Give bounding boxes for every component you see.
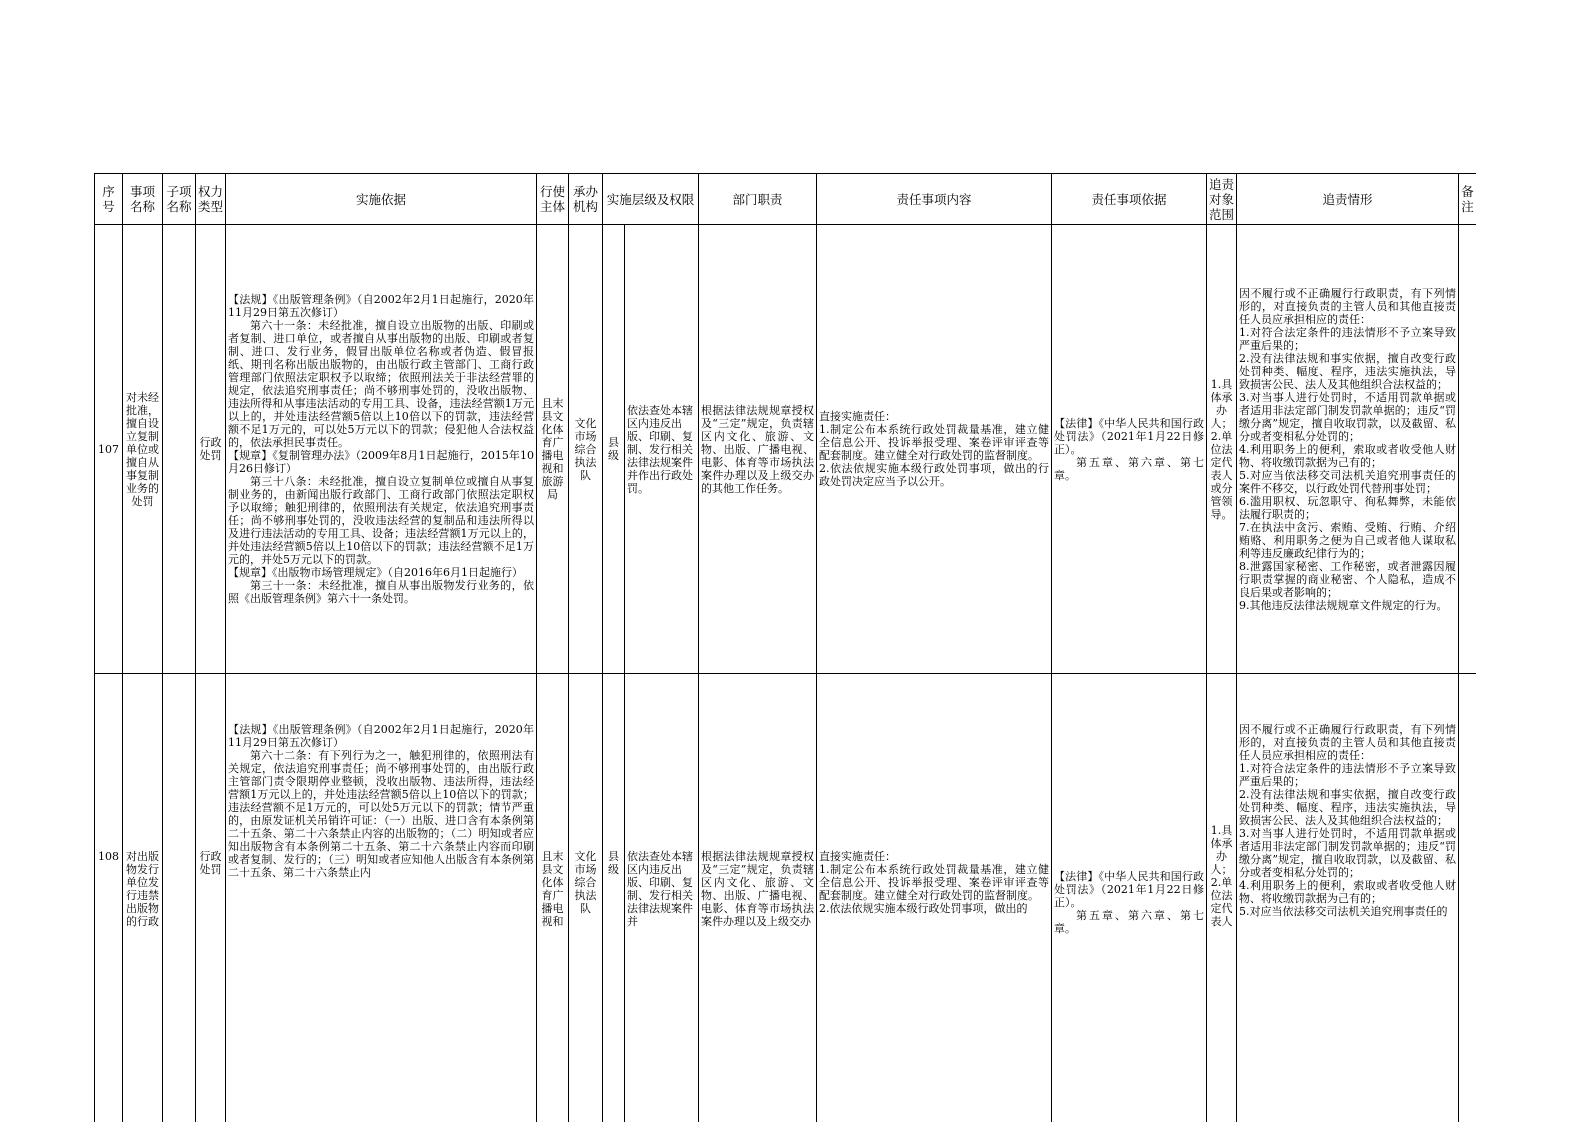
header-level: 实施层级及权限 — [603, 174, 699, 225]
header-power-type: 权力类型 — [196, 174, 226, 225]
acc-line: 6.滥用职权、玩忽职守、徇私舞弊，未能依法履行职责的； — [1239, 494, 1457, 521]
resp-line: 1.制定公布本系统行政处罚裁量基准，建立健全信息公开、投诉举报受理、案卷评审评查等配套制度。建立健全对行政处罚的监督制度。 — [819, 423, 1050, 462]
header-org: 承办机构 — [569, 174, 603, 225]
header-resp-content: 责任事项内容 — [817, 174, 1052, 225]
power-type-text: 行政处罚 — [199, 850, 222, 876]
acc-line: 2.没有法律法规和事实依据，擅自改变行政处罚种类、幅度、程序，违法实施执法，导致损害公民、法人及其他组织合法权益的； — [1239, 351, 1457, 391]
seq-text: 108 — [98, 850, 119, 863]
resp-line: 2.依法依规实施本级行政处罚事项，做出的 — [819, 902, 1028, 915]
acc-line: 3.对当事人进行处罚时，不适用罚款单据或者适用非法定部门制发罚款单据的；违反“罚缴分离”规定，擅自收取罚款，以及截留、私分或者变相私分处罚的； — [1239, 390, 1457, 443]
header-sub-item: 子项名称 — [163, 174, 196, 225]
acc-line: 因不履行或不正确履行行政职责，有下列情形的，对直接负责的主管人员和其他直接责任人员应承担相应的责任： — [1239, 286, 1457, 326]
cell-resp-content — [817, 674, 1052, 1122]
resp-basis-line: 【法律】《中华人民共和国行政处罚法》（2021年1月22日修正）。 — [1054, 416, 1205, 456]
cell-authority — [625, 674, 699, 1122]
cell-org — [569, 674, 603, 1122]
acc-line: 2.没有法律法规和事实依据，擅自改变行政处罚种类、幅度、程序，违法实施执法，导致损害公民、法人及其他组织合法权益的； — [1239, 788, 1457, 827]
cell-authority: 依法查处本辖区内违反出版、印刷、复制、发行相关法律法规案件并作出行政处罚。 — [625, 225, 699, 674]
table-row — [95, 674, 1477, 1122]
acc-line: 7.在执法中贪污、索贿、受贿、行贿、介绍贿赂、利用职务之便为自己或者他人谋取私利等违反廉政纪律行为的； — [1239, 520, 1457, 560]
resp-basis-line: 【法律】《中华人民共和国行政处罚法》（2021年1月22日修正）。 — [1054, 870, 1205, 909]
org-text: 文化市场综合执法队 — [574, 850, 597, 915]
cell-basis — [226, 674, 537, 1122]
basis-paragraph: 【法规】《出版管理条例》（自2002年2月1日起施行，2020年11月29日第五次修订） — [228, 293, 534, 319]
cell-seq: 107 — [95, 225, 123, 674]
cell-acc-scope: 1.具体承办人；2.单位法定代表人或分管领导。 — [1207, 225, 1237, 674]
header-seq: 序号 — [95, 174, 123, 225]
basis-paragraph: 【法规】《出版管理条例》（自2002年2月1日起施行，2020年11月29日第五次修订） — [228, 723, 534, 749]
level-text: 县级 — [608, 850, 619, 876]
cell-remark — [1459, 674, 1476, 1122]
basis-paragraph: 第三十八条：未经批准，擅自设立复制单位或擅自从事复制业务的，由新闻出版行政部门、工商行政部门依照法定职权予以取缔；触犯刑律的，依照刑法有关规定，依法追究刑事责任；尚不够刑事处罚的，没收违法经营的复制品和违法所得以及进行违法活动的专用工具、设备；违法经营额1万元以上的，并处违法经营额5倍以上10倍以下的罚款；违法经营额不足1万元的，并处5万元以下的罚款。 — [228, 475, 534, 566]
resp-line: 2.依法依规实施本级行政处罚事项，做出的行政处罚决定应当予以公开。 — [819, 462, 1050, 488]
resp-basis-line: 第五章、第六章、第七章。 — [1054, 455, 1205, 482]
cell-sub-item — [163, 225, 196, 674]
power-list-table — [94, 173, 1476, 1122]
subject-text: 且末县文化体育广播电视和 — [541, 850, 564, 928]
header-acc-cases: 追责情形 — [1237, 174, 1459, 225]
cell-level — [603, 674, 625, 1122]
header-basis: 实施依据 — [226, 174, 537, 225]
item-name-text: 对出版物发行单位发行违禁出版物的行政 — [126, 850, 159, 928]
acc-line: 5.对应当依法移交司法机关追究刑事责任的 — [1239, 905, 1448, 918]
acc-scope-text: 1.具体承办人；2.单位法定代表人 — [1210, 824, 1233, 928]
duty-text: 根据法律法规规章授权及“三定”规定，负责辖区内文化、旅游、文物、出版、广播电视、电影、体育等市场执法案件办理以及上级交办 — [701, 850, 815, 928]
cell-basis — [226, 225, 537, 674]
cell-duty — [699, 674, 817, 1122]
acc-line: 因不履行或不正确履行行政职责，有下列情形的，对直接负责的主管人员和其他直接责任人员应承担相应的责任： — [1239, 723, 1457, 762]
table-header-row — [95, 174, 1477, 225]
acc-line: 1.对符合法定条件的违法情形不予立案导致严重后果的； — [1239, 325, 1457, 352]
header-acc-scope: 追责对象范围 — [1207, 174, 1237, 225]
duty-text: 根据法律法规规章授权及“三定”规定，负责辖区内文化、旅游、文物、出版、广播电视、电影、体育等市场执法案件办理以及上级交办的其他工作任务。 — [701, 403, 815, 495]
cell-acc-cases — [1237, 225, 1459, 674]
cell-resp-content — [817, 225, 1052, 674]
cell-duty — [699, 225, 817, 674]
authority-text: 依法查处本辖区内违反出版、印刷、复制、发行相关法律法规案件并 — [627, 850, 693, 928]
acc-line: 4.利用职务上的便利，索取或者收受他人财物、将收缴罚款据为己有的； — [1239, 879, 1457, 905]
acc-line: 4.利用职务上的便利，索取或者收受他人财物、将收缴罚款据为己有的； — [1239, 442, 1457, 469]
cell-subject: 且末县文化体育广播电视和旅游局 — [537, 225, 569, 674]
cell-item-name — [123, 674, 163, 1122]
acc-line: 9.其他违反法律法规规章文件规定的行为。 — [1239, 598, 1448, 612]
basis-paragraph: 【规章】《出版物市场管理规定》（自2016年6月1日起施行） — [228, 566, 523, 579]
acc-line: 3.对当事人进行处罚时，不适用罚款单据或者适用非法定部门制发罚款单据的；违反“罚缴分离”规定，擅自收取罚款，以及截留、私分或者变相私分处罚的； — [1239, 827, 1457, 879]
cell-org: 文化市场综合执法队 — [569, 225, 603, 674]
cell-subject — [537, 674, 569, 1122]
cell-acc-cases — [1237, 674, 1459, 1122]
document-page — [94, 173, 1476, 1122]
cell-acc-scope — [1207, 674, 1237, 1122]
header-item-name: 事项名称 — [123, 174, 163, 225]
header-subject: 行使主体 — [537, 174, 569, 225]
cell-remark — [1459, 225, 1476, 674]
basis-paragraph: 第六十二条：有下列行为之一，触犯刑律的，依照刑法有关规定，依法追究刑事责任；尚不够刑事处罚的，由出版行政主管部门责令限期停业整顿，没收出版物、违法所得，违法经营额1万元以上的，并处违法经营额5倍以上10倍以下的罚款；违法经营额不足1万元的，可以处5万元以下的罚款；情节严重的，由原发证机关吊销许可证：（一）出版、进口含有本条例第二十五条、第二十六条禁止内容的出版物的；（二）明知或者应知出版物含有本条例第二十五条、第二十六条禁止内容而印刷或者复制、发行的；（三）明知或者应知他人出版含有本条例第二十五条、第二十六条禁止内 — [228, 749, 534, 879]
cell-resp-basis — [1052, 674, 1207, 1122]
basis-paragraph: 第三十一条：未经批准，擅自从事出版物发行业务的，依照《出版管理条例》第六十一条处罚。 — [228, 579, 534, 605]
header-remark: 备注 — [1459, 174, 1476, 225]
resp-line: 直接实施责任： — [819, 410, 897, 423]
header-resp-basis: 责任事项依据 — [1052, 174, 1207, 225]
basis-paragraph: 【规章】《复制管理办法》（2009年8月1日起施行，2015年10月26日修订） — [228, 449, 534, 475]
basis-paragraph: 第六十一条：未经批准，擅自设立出版物的出版、印刷或者复制、进口单位，或者擅自从事出版物的出版、印刷或者复制、进口、发行业务，假冒出版单位名称或者伪造、假冒报纸、期刊名称出版出版物的，由出版行政主管部门、工商行政管理部门依照法定职权予以取缔；依照刑法关于非法经营罪的规定，依法追究刑事责任；尚不够刑事处罚的，没收出版物、违法所得和从事违法活动的专用工具、设备，违法经营额1万元以上的，并处违法经营额5倍以上10倍以下的罚款，违法经营额不足1万元的，可以处5万元以下的罚款；侵犯他人合法权益的，依法承担民事责任。 — [228, 319, 534, 449]
resp-line: 直接实施责任： — [819, 850, 897, 863]
cell-seq — [95, 674, 123, 1122]
cell-power-type — [196, 674, 226, 1122]
acc-line: 8.泄露国家秘密、工作秘密，或者泄露因履行职责掌握的商业秘密、个人隐私，造成不良后果或者影响的； — [1239, 559, 1457, 599]
resp-line: 1.制定公布本系统行政处罚裁量基准，建立健全信息公开、投诉举报受理、案卷评审评查等配套制度。建立健全对行政处罚的监督制度。 — [819, 863, 1050, 902]
cell-power-type: 行政处罚 — [196, 225, 226, 674]
table-row — [95, 225, 1477, 674]
resp-basis-line: 第五章、第六章、第七章。 — [1054, 909, 1205, 935]
acc-line: 5.对应当依法移交司法机关追究刑事责任的案件不移交，以行政处罚代替刑事处罚； — [1239, 468, 1457, 495]
cell-resp-basis — [1052, 225, 1207, 674]
header-duty: 部门职责 — [699, 174, 817, 225]
cell-sub-item — [163, 674, 196, 1122]
cell-level: 县级 — [603, 225, 625, 674]
acc-line: 1.对符合法定条件的违法情形不予立案导致严重后果的； — [1239, 762, 1457, 788]
cell-item-name: 对未经批准，擅自设立复制单位或擅自从事复制业务的处罚 — [123, 225, 163, 674]
